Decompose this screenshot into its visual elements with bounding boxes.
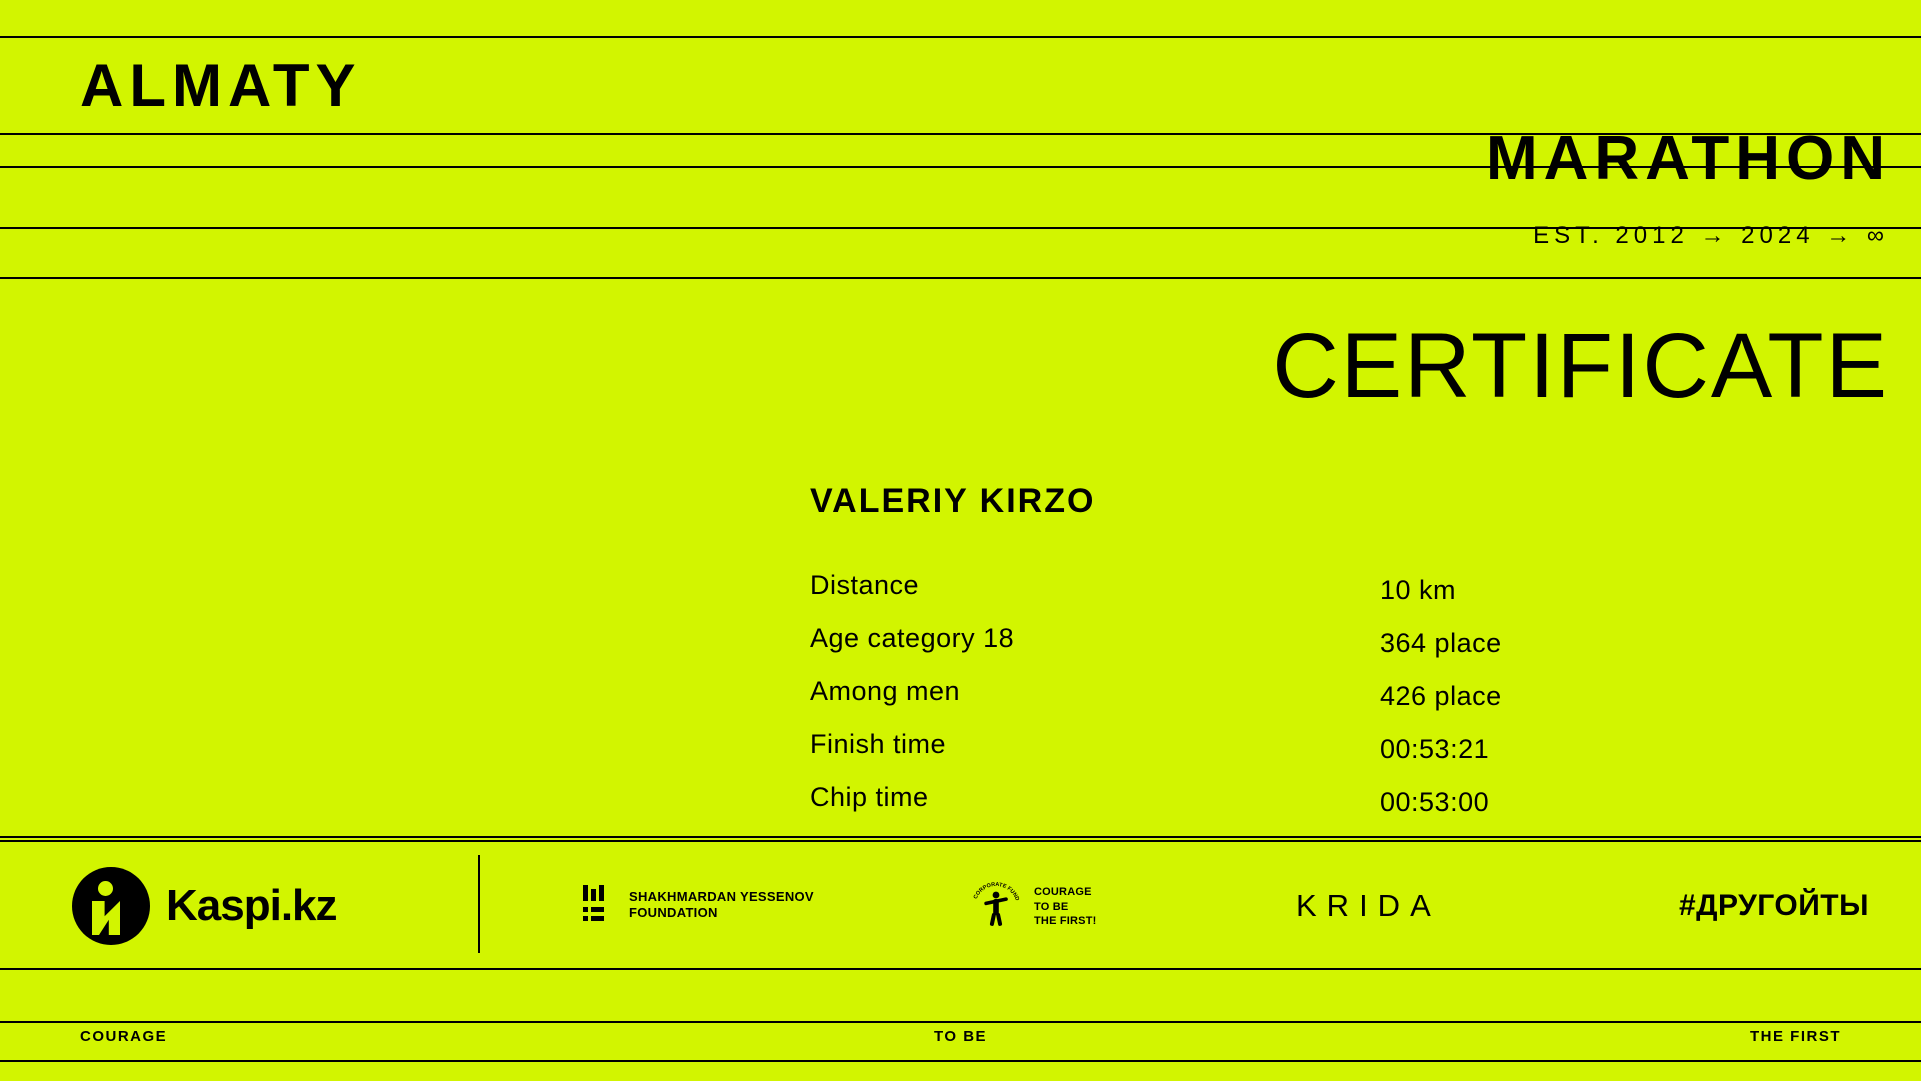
page-title: CERTIFICATE <box>1272 315 1889 417</box>
result-row <box>810 623 1890 676</box>
courage-fund-line-1: COURAGE <box>1034 885 1092 898</box>
result-value: 10 km <box>1380 575 1457 605</box>
yessenov-logo-icon <box>583 885 617 925</box>
svg-text:CORPORATE FUND: CORPORATE FUND <box>972 881 1020 902</box>
footer-left-text: COURAGE <box>80 1028 168 1045</box>
result-row <box>810 782 1890 835</box>
rule-top <box>0 36 1921 38</box>
athlete-name: VALERIY KIRZO <box>810 482 1096 520</box>
result-value: 00:53:00 <box>1380 787 1490 817</box>
established-line: EST. 2012 → 2024 → ∞ <box>1533 222 1889 249</box>
rule-bottom <box>0 1060 1921 1062</box>
brand-almaty: ALMATY <box>80 52 362 119</box>
brand-marathon: MARATHON <box>1485 124 1891 193</box>
yessenov-line-2: FOUNDATION <box>629 905 718 920</box>
results-list <box>810 570 1890 835</box>
courage-fund-logo-icon <box>968 879 1024 935</box>
result-row <box>810 570 1890 623</box>
kaspi-label: Kaspi.kz <box>166 881 337 930</box>
result-row <box>810 676 1890 729</box>
yessenov-line-1: SHAKHMARDAN YESSENOV <box>629 888 814 904</box>
rule-under-est <box>0 277 1921 279</box>
result-label: Chip time <box>810 782 929 812</box>
kaspi-logo-icon <box>72 867 150 945</box>
result-value: 426 place <box>1380 681 1502 711</box>
sponsor-kaspi <box>72 867 337 945</box>
footer-center-text: TO BE <box>933 1028 988 1045</box>
sponsor-krida: KRIDA <box>1296 888 1441 923</box>
sponsor-yessenov <box>583 885 814 925</box>
rule-above-sponsors-2 <box>0 840 1921 842</box>
sponsor-bar <box>0 845 1921 967</box>
sponsor-drugoity: #ДРУГОЙТЫ <box>1678 889 1869 922</box>
result-label: Finish time <box>810 729 947 759</box>
footer-right-text: THE FIRST <box>1750 1028 1841 1045</box>
courage-fund-line-2: TO BE <box>1034 900 1069 913</box>
result-value: 364 place <box>1380 628 1502 658</box>
rule-under-sponsors <box>0 968 1921 970</box>
yessenov-label <box>629 889 814 922</box>
result-label: Distance <box>810 570 920 600</box>
result-label: Among men <box>810 676 961 706</box>
result-label: Age category 18 <box>810 623 1015 653</box>
courage-fund-line-3: THE FIRST! <box>1034 915 1097 928</box>
sponsor-divider <box>478 855 480 953</box>
result-row <box>810 729 1890 782</box>
courage-fund-label <box>1034 885 1097 930</box>
footer-bar <box>0 1019 1921 1061</box>
result-value: 00:53:21 <box>1380 734 1490 764</box>
rule-above-sponsors <box>0 836 1921 838</box>
sponsor-courage-fund <box>968 879 1097 935</box>
